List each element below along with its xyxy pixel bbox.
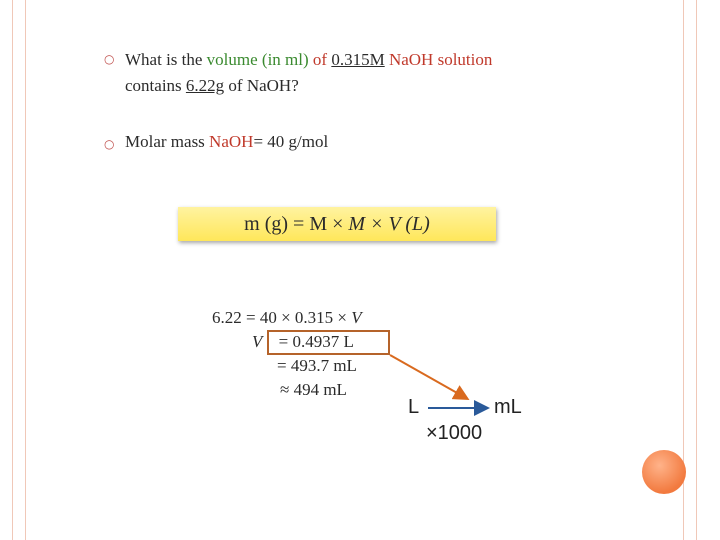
mass-value: 6.22g	[185, 76, 225, 95]
calc-equation: 6.22 = 40 × 0.315 ×	[212, 308, 348, 327]
question-part: of	[312, 50, 328, 69]
pointer-arrow	[390, 355, 466, 398]
calc-result-liters: = 0.4937 L	[278, 332, 354, 351]
formula-left: m (g) = M ×	[244, 213, 344, 235]
bullet-icon: ○	[104, 52, 115, 66]
conversion-factor: ×1000	[426, 422, 483, 444]
solute-name: NaOH solution	[388, 50, 493, 69]
bullet-icon: ○	[104, 137, 115, 151]
volume-label: volume (in ml)	[206, 50, 309, 69]
calc-variable: V	[351, 308, 362, 327]
formula-italic: M × V (L)	[348, 213, 430, 235]
calc-variable: V	[252, 332, 263, 351]
molar-mass-label: Molar mass	[125, 132, 205, 151]
calc-result-rounded: ≈ 494 mL	[280, 380, 347, 399]
compound-name: NaOH	[209, 132, 254, 151]
to-unit: mL	[494, 396, 522, 418]
molar-mass-value: = 40 g/mol	[253, 132, 329, 151]
from-unit: L	[408, 396, 420, 418]
question-part: of NaOH?	[228, 76, 299, 95]
calc-result-ml: = 493.7 mL	[277, 356, 357, 375]
molarity-value: 0.315M	[331, 50, 385, 69]
question-part: contains	[125, 76, 182, 95]
question-part: What is the	[125, 50, 203, 69]
